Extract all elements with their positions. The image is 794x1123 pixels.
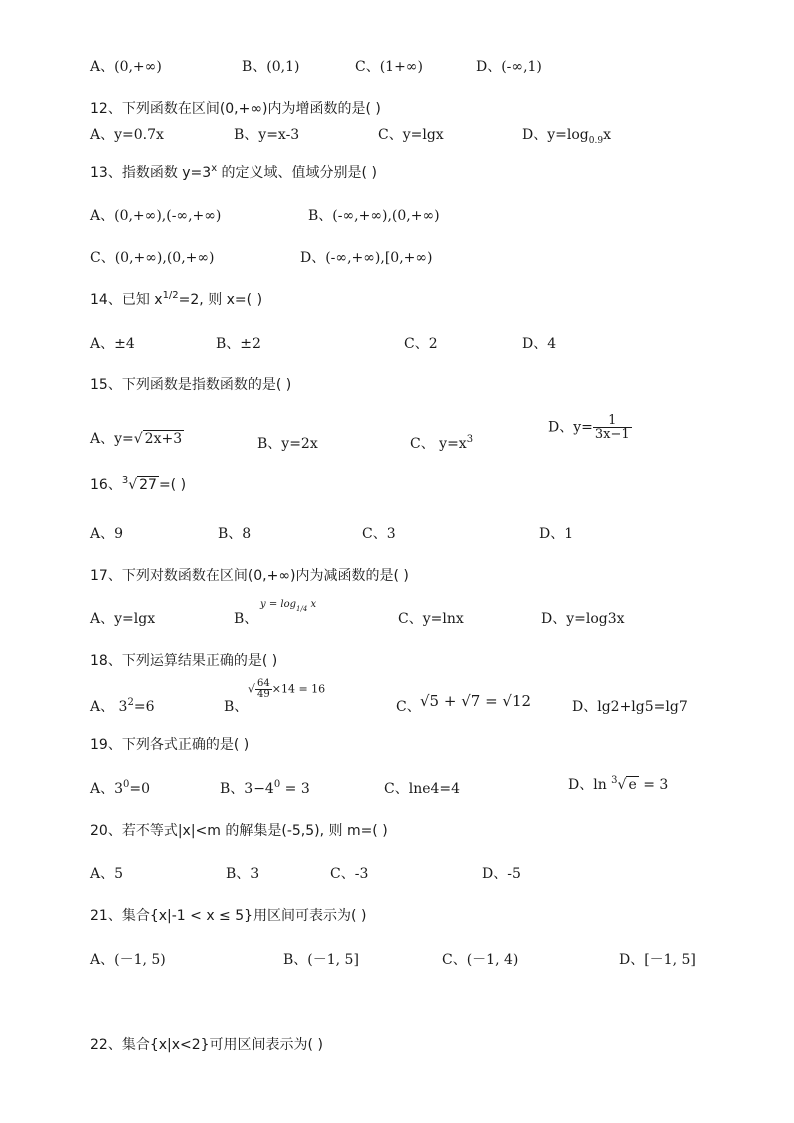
q19-option-d-post: = 3 — [638, 777, 669, 793]
q19-option-a-pre: A、3 — [90, 781, 124, 797]
q20-option-c: C、-3 — [330, 866, 369, 882]
q15-option-c — [410, 434, 474, 452]
q21-option-c: C、(－1, 4) — [442, 952, 519, 968]
q18-option-b-fraction — [255, 679, 272, 700]
q16-option-d: D、1 — [539, 526, 574, 542]
q17-option-b-tail: x — [307, 599, 317, 610]
q20-option-a: A、5 — [90, 866, 124, 882]
q14-stem-post: =2, 则 x=( ) — [178, 292, 263, 308]
q17-option-d: D、y=log3x — [541, 611, 625, 627]
q16-option-a: A、9 — [90, 526, 124, 542]
q18-option-d: D、lg2+lg5=lg7 — [572, 699, 688, 715]
q15-option-c-pre: C、 y=x — [410, 436, 467, 452]
q19-stem: 19、下列各式正确的是( ) — [90, 737, 250, 753]
q18-option-c-expr: √5 + √7 = √12 — [420, 692, 532, 710]
q16-stem-radicand: 27 — [139, 477, 157, 493]
q12-option-d-prefix: D、y=log — [522, 127, 589, 143]
q18-option-b-denominator: 49 — [257, 689, 270, 700]
q15-option-c-sup: 3 — [466, 434, 474, 445]
q14-option-a: A、±4 — [90, 336, 135, 352]
q13-stem — [90, 163, 377, 181]
q16-option-b: B、8 — [218, 526, 252, 542]
q20-option-b: B、3 — [226, 866, 260, 882]
q12-option-b: B、y=x-3 — [234, 127, 300, 143]
q14-option-d: D、4 — [522, 336, 557, 352]
q15-stem: 15、下列函数是指数函数的是( ) — [90, 377, 292, 393]
q18-option-a-post: =6 — [133, 699, 155, 715]
q12-stem: 12、下列函数在区间(0,+∞)内为增函数的是( ) — [90, 101, 381, 117]
q18-option-a-sup: 2 — [127, 697, 134, 708]
q21-stem: 21、集合{x|-1 < x ≤ 5}用区间可表示为( ) — [90, 908, 367, 924]
q17-option-b-formula — [260, 599, 317, 613]
q11-option-d: D、(-∞,1) — [476, 59, 542, 75]
q15-option-d-pre: D、y= — [548, 419, 593, 436]
q17-option-a: A、y=lgx — [90, 611, 156, 627]
q13-stem-post: 的定义域、值域分别是( ) — [217, 165, 377, 181]
q12-option-d-tail: x — [603, 127, 611, 143]
q13-option-b: B、(-∞,+∞),(0,+∞) — [308, 208, 440, 224]
q18-option-b-label: B、 — [224, 699, 249, 715]
q18-option-a — [90, 697, 155, 715]
q18-option-b-numerator: 64 — [257, 678, 270, 689]
q17-option-b: B、 — [234, 611, 259, 627]
q21-option-b: B、(－1, 5] — [283, 952, 359, 968]
q19-option-d-pre: D、ln — [568, 777, 612, 793]
q11-option-c: C、(1+∞) — [355, 59, 423, 75]
q19-option-a-post: =0 — [129, 781, 151, 797]
q15-option-d — [548, 414, 632, 441]
q18-option-c-label: C、 — [396, 699, 421, 715]
q19-option-b — [220, 779, 310, 797]
q14-stem — [90, 290, 263, 308]
q19-option-d-radicand: e — [628, 777, 637, 793]
q19-option-b-sup: 0 — [273, 779, 281, 790]
q19-option-b-post: = 3 — [280, 781, 310, 797]
q14-stem-pre: 14、已知 x — [90, 292, 163, 308]
q16-stem-post: =( ) — [158, 477, 187, 493]
q12-option-d-base: 0.9 — [588, 136, 604, 146]
q20-stem: 20、若不等式|x|<m 的解集是(-5,5), 则 m=( ) — [90, 823, 388, 839]
q15-option-a: A、y=√ 2x+3 — [90, 431, 183, 447]
q11-option-a: A、(0,+∞) — [90, 59, 162, 75]
q13-stem-sup: x — [211, 163, 218, 174]
q17-stem: 17、下列对数函数在区间(0,+∞)内为减函数的是( ) — [90, 568, 409, 584]
q12-option-a: A、y=0.7x — [90, 127, 164, 143]
q16-stem-index: 3 — [121, 475, 129, 486]
q13-option-c: C、(0,+∞),(0,+∞) — [90, 250, 215, 266]
q17-option-b-base: 1/4 — [296, 605, 308, 613]
q19-option-a-sup: 0 — [123, 779, 130, 790]
q13-option-a: A、(0,+∞),(-∞,+∞) — [90, 208, 222, 224]
q15-option-a-pre: A、y= — [90, 431, 134, 447]
q21-option-d: D、[－1, 5] — [619, 952, 696, 968]
q12-option-d — [522, 127, 611, 146]
q14-stem-sup: 1/2 — [162, 290, 179, 301]
q19-option-a — [90, 779, 151, 797]
q15-option-d-denominator: 3x−1 — [594, 427, 630, 442]
q16-stem: 16、$^3$√ 27 =( ) — [90, 475, 187, 493]
q13-stem-pre: 13、指数函数 y=3 — [90, 165, 212, 181]
q16-option-c: C、3 — [362, 526, 396, 542]
q14-option-b: B、±2 — [216, 336, 261, 352]
q12-option-c: C、y=lgx — [378, 127, 444, 143]
q20-option-d: D、-5 — [482, 866, 521, 882]
q17-option-b-log: y = log — [260, 599, 297, 610]
q22-stem: 22、集合{x|x<2}可用区间表示为( ) — [90, 1037, 323, 1053]
q18-option-b-expr: √ $\frac{64}{49}$ ×14 = 16 — [248, 678, 326, 700]
q15-option-b: B、y=2x — [257, 436, 318, 452]
q21-option-a: A、(－1, 5) — [90, 952, 166, 968]
q15-option-d-numerator: 1 — [593, 414, 632, 428]
q18-stem: 18、下列运算结果正确的是( ) — [90, 653, 278, 669]
q18-option-b-post: ×14 = 16 — [271, 682, 326, 696]
q19-option-c: C、lne4=4 — [384, 781, 461, 797]
q17-option-c: C、y=lnx — [398, 611, 464, 627]
q14-option-c: C、2 — [404, 336, 438, 352]
q15-option-d-fraction — [593, 414, 632, 441]
q13-option-d: D、(-∞,+∞),[0,+∞) — [300, 250, 433, 266]
q19-option-b-pre: B、3−4 — [220, 781, 274, 797]
q19-option-d-index: 3 — [611, 775, 618, 786]
q18-option-a-pre: A、 3 — [90, 699, 128, 715]
q11-option-b: B、(0,1) — [242, 59, 300, 75]
q15-option-a-radicand: 2x+3 — [144, 431, 183, 447]
q19-option-d: D、ln $^3$√ e = 3 — [568, 775, 669, 793]
